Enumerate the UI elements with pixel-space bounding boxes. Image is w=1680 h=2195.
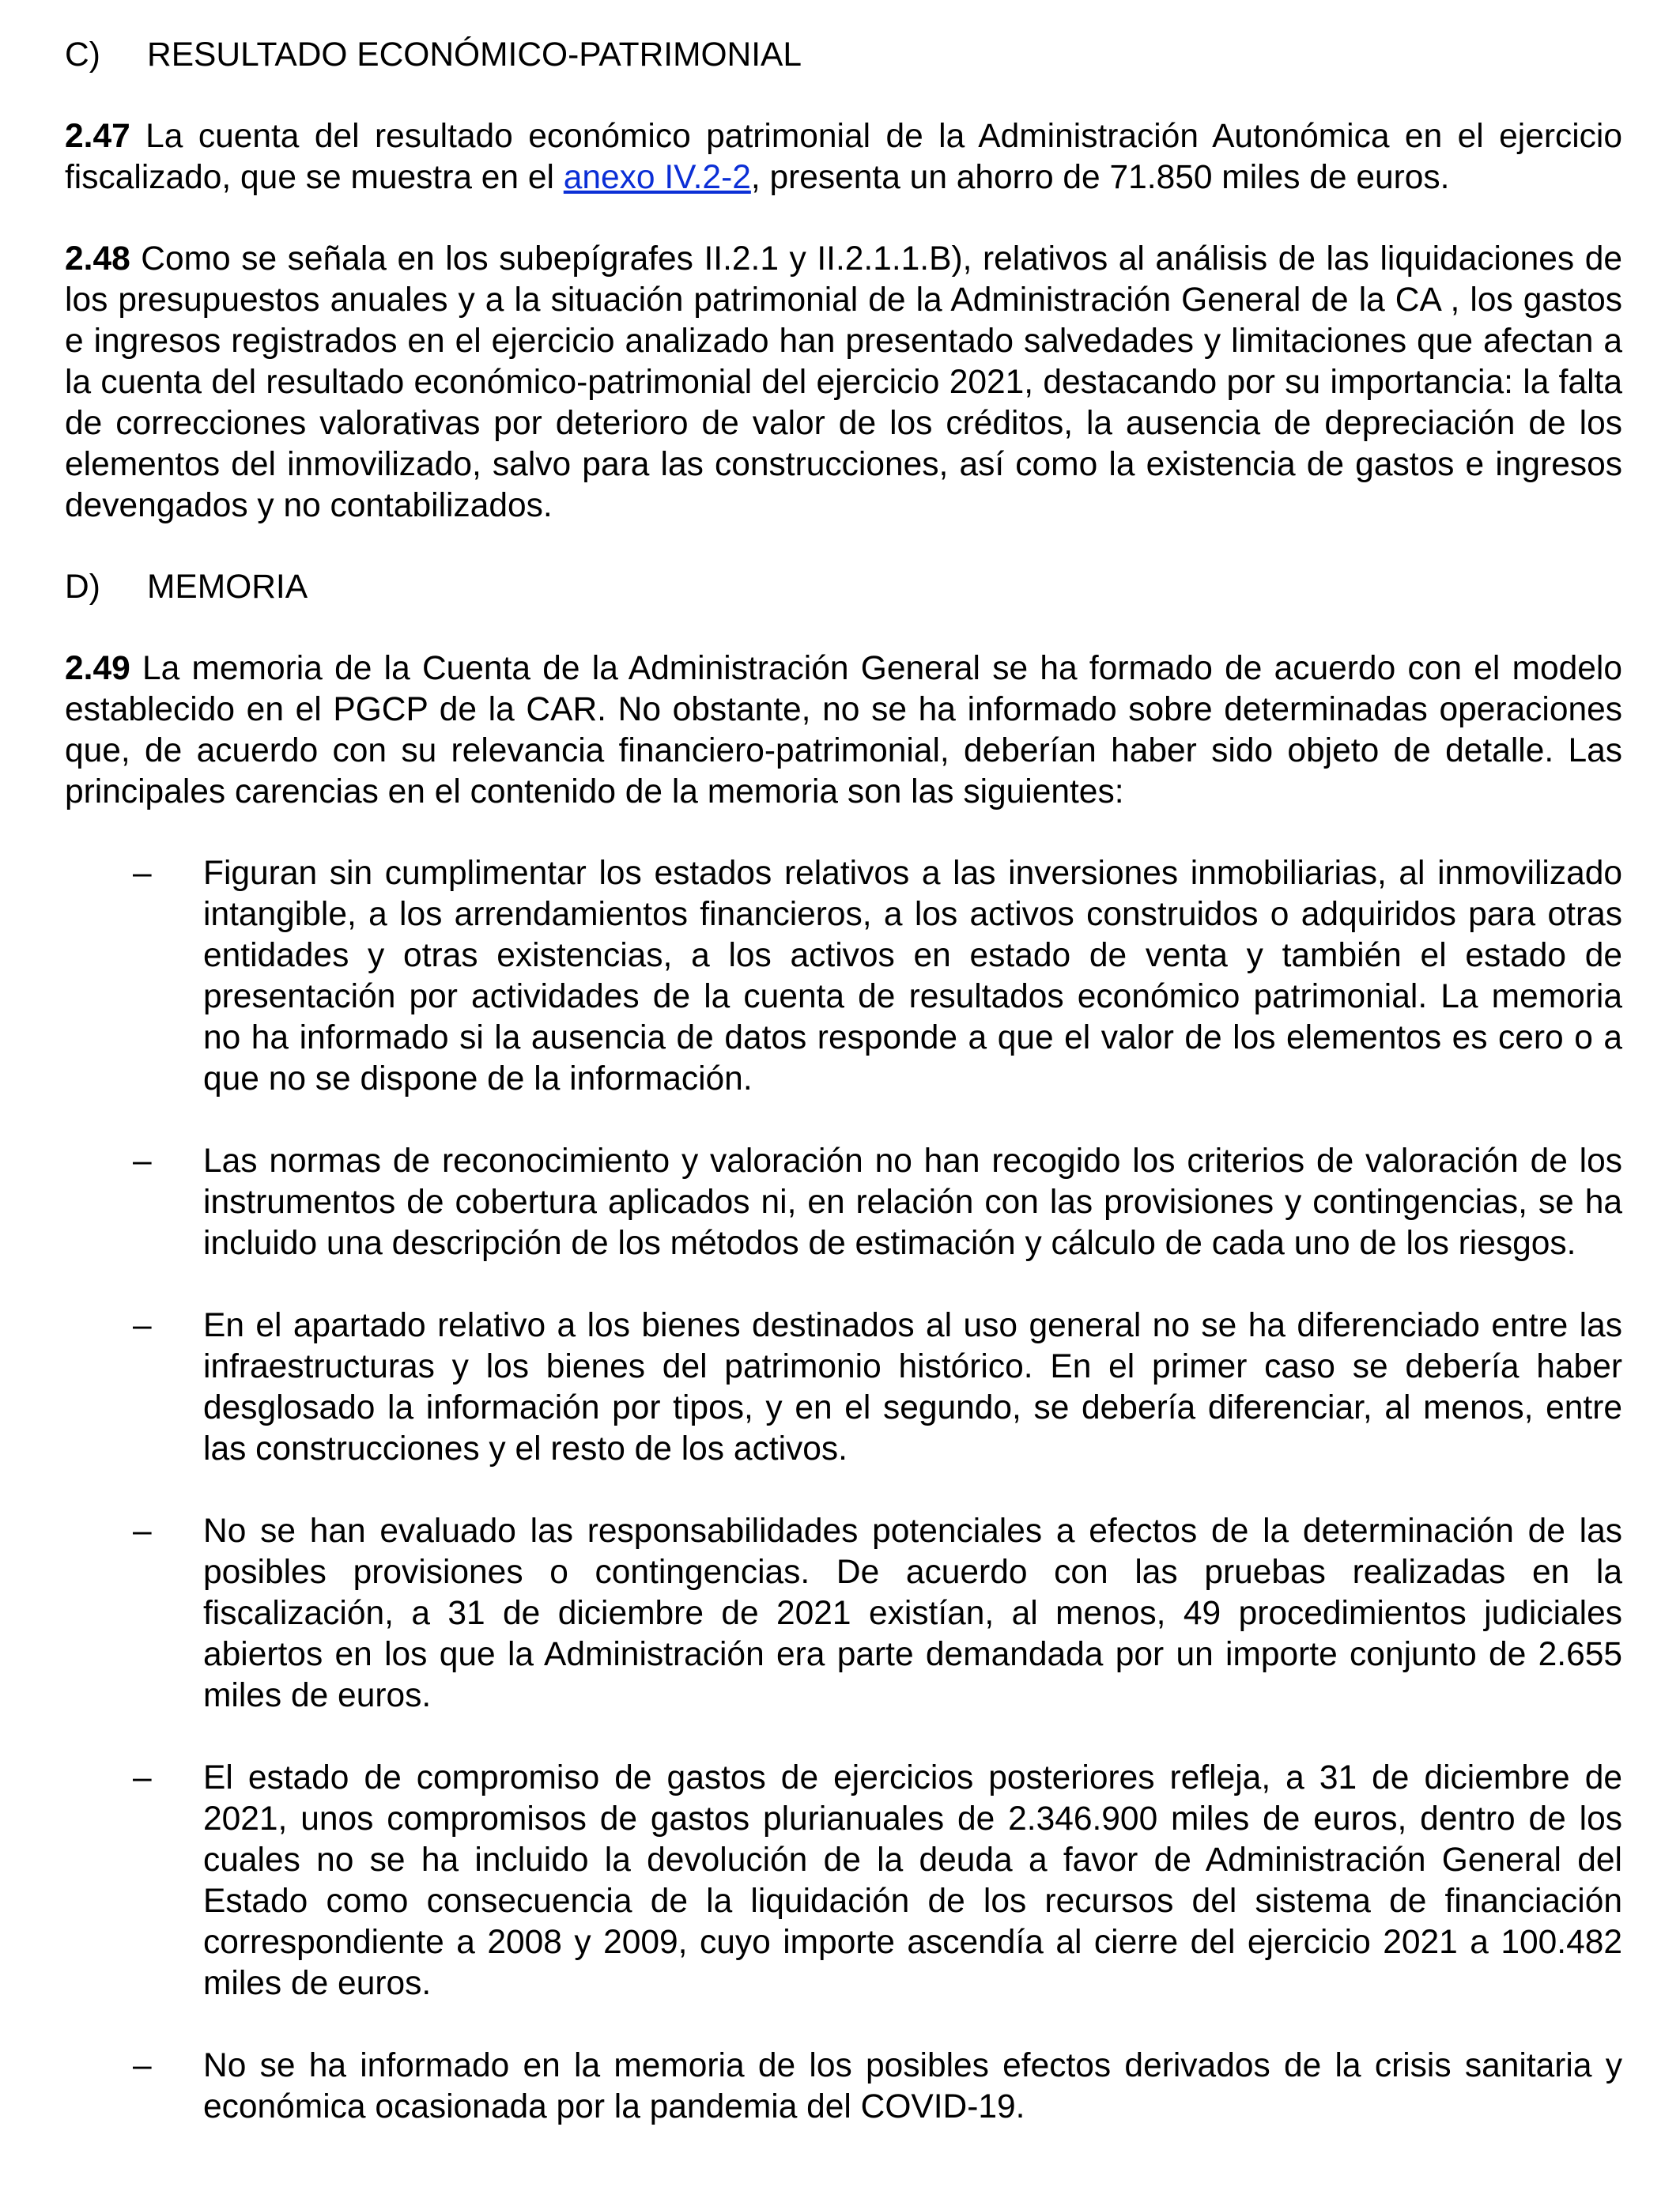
section-letter: D) <box>65 569 100 606</box>
dash-bullet-icon: – <box>133 1759 152 1796</box>
section-letter: C) <box>65 36 100 74</box>
list-item-text: En el apartado relativo a los bienes destinados al uso general no se ha diferenciado entre las infraestructuras y los bienes del patrimonio histórico. En el primer caso se debería haber desglosado la información por tipos, y en el segundo, se debería diferenciar, al menos, entre las construcciones y el resto de los activos. <box>203 1307 1622 1468</box>
paragraph-text: La memoria de la Cuenta de la Administración General se ha formado de acuerdo con el modelo establecido en el PGCP de la CAR. No obstante, no se ha informado sobre determinadas operaciones que, de acuerdo con su relevancia financiero-patrimonial, deberían haber sido objeto de detalle. Las principales carencias en el contenido de la memoria son las siguientes: <box>65 650 1622 810</box>
paragraph-2-49 <box>65 648 1622 813</box>
list-item <box>65 1305 1622 1470</box>
list-item-text: No se han evaluado las responsabilidades potenciales a efectos de la determinación de las posibles provisiones o contingencias. De acuerdo con las pruebas realizadas en la fiscalización, a 31 de diciembre de 2021 existían, al menos, 49 procedimientos judiciales abiertos en los que la Administración era parte demandada por un importe conjunto de 2.655 miles de euros. <box>203 1513 1622 1714</box>
list-item <box>65 2046 1622 2128</box>
section-heading-c <box>65 35 1622 76</box>
section-title: MEMORIA <box>147 569 308 606</box>
section-heading-d <box>65 567 1622 608</box>
paragraph-text: Como se señala en los subepígrafes II.2.1 y II.2.1.1.B), relativos al análisis de las liquidaciones de los presupuestos anuales y a la situación patrimonial de la Administración General de la CA , los gastos e ingresos registrados en el ejercicio analizado han presentado salvedades y limitaciones que afectan a la cuenta del resultado económico-patrimonial del ejercicio 2021, destacando por su importancia: la falta de correcciones valorativas por deterioro de valor de los créditos, la ausencia de depreciación de los elementos del inmovilizado, salvo para las construcciones, así como la existencia de gastos e ingresos devengados y no contabilizados. <box>65 240 1622 524</box>
paragraph-2-48 <box>65 239 1622 527</box>
document-page <box>65 35 1622 2169</box>
list-item <box>65 1758 1622 2004</box>
paragraph-number: 2.48 <box>65 240 130 278</box>
paragraph-number: 2.47 <box>65 118 130 155</box>
list-item <box>65 853 1622 1100</box>
paragraph-text: , presenta un ahorro de 71.850 miles de euros. <box>750 159 1450 196</box>
dash-bullet-icon: – <box>133 855 152 892</box>
list-item <box>65 1141 1622 1264</box>
dash-bullet-icon: – <box>133 1143 152 1180</box>
deficiencies-list <box>65 853 1622 2128</box>
paragraph-number: 2.49 <box>65 650 130 687</box>
paragraph-2-47 <box>65 116 1622 198</box>
annex-link[interactable]: anexo IV.2-2 <box>563 159 751 196</box>
list-item <box>65 1511 1622 1717</box>
dash-bullet-icon: – <box>133 1307 152 1344</box>
list-item-text: El estado de compromiso de gastos de ejercicios posteriores refleja, a 31 de diciembre de 2021, unos compromisos de gastos plurianuales de 2.346.900 miles de euros, dentro de los cuales no se ha incluido la devolución de la deuda a favor de Administración General del Estado como consecuencia de la liquidación de los recursos del sistema de financiación correspondiente a 2008 y 2009, cuyo importe ascendía al cierre del ejercicio 2021 a 100.482 miles de euros. <box>203 1759 1622 2002</box>
list-item-text: Las normas de reconocimiento y valoración no han recogido los criterios de valoración de los instrumentos de cobertura aplicados ni, en relación con las provisiones y contingencias, se ha incluido una descripción de los métodos de estimación y cálculo de cada uno de los riesgos. <box>203 1143 1622 1262</box>
dash-bullet-icon: – <box>133 1513 152 1550</box>
dash-bullet-icon: – <box>133 2047 152 2084</box>
paragraph-text: La cuenta del resultado económico patrimonial de la Administración Autonómica en el ejercicio fiscalizado, que se muestra en el <box>65 118 1622 196</box>
list-item-text: Figuran sin cumplimentar los estados relativos a las inversiones inmobiliarias, al inmovilizado intangible, a los arrendamientos financieros, a los activos construidos o adquiridos para otras entidades y otras existencias, a los activos en estado de venta y también el estado de presentación por actividades de la cuenta de resultados económico patrimonial. La memoria no ha informado si la ausencia de datos responde a que el valor de los elementos es cero o a que no se dispone de la información. <box>203 855 1622 1098</box>
section-title: RESULTADO ECONÓMICO-PATRIMONIAL <box>147 36 802 74</box>
list-item-text: No se ha informado en la memoria de los posibles efectos derivados de la crisis sanitaria y económica ocasionada por la pandemia del COVID-19. <box>203 2047 1622 2125</box>
